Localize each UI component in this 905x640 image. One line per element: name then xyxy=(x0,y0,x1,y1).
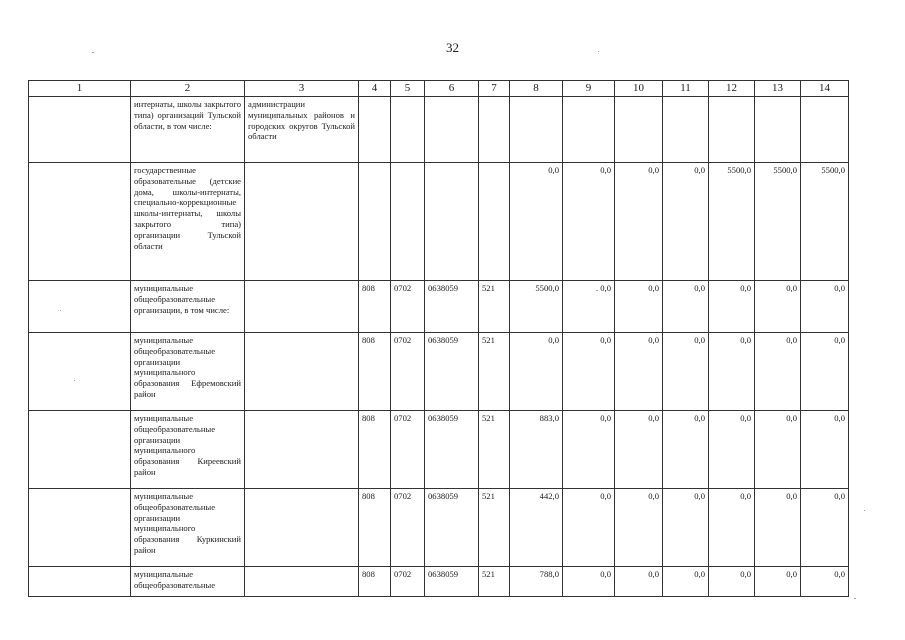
cell-value-13: 5500,0 xyxy=(755,163,801,281)
cell-name: муниципальные общеобразовательные организации муниципального образования Куркинский район xyxy=(131,489,245,567)
cell-admin xyxy=(245,489,359,567)
cell-code-5: 0702 xyxy=(391,333,425,411)
table-row xyxy=(29,163,849,281)
cell-value-8: 0,0 xyxy=(510,163,563,281)
table-row xyxy=(29,489,849,567)
table-row xyxy=(29,567,849,597)
column-header: 2 xyxy=(131,81,245,97)
cell-code-6: 0638059 xyxy=(425,567,479,597)
column-header: 1 xyxy=(29,81,131,97)
cell-admin xyxy=(245,567,359,597)
cell-name: интернаты, школы закрытого типа) организаций Тульской области, в том числе: xyxy=(131,97,245,163)
cell-value-8: 442,0 xyxy=(510,489,563,567)
cell-code-5: 0702 xyxy=(391,567,425,597)
cell-number xyxy=(29,281,131,333)
scan-speck xyxy=(598,51,599,52)
cell-value-11: 0,0 xyxy=(663,411,709,489)
table-row xyxy=(29,281,849,333)
column-header: 9 xyxy=(563,81,615,97)
budget-table xyxy=(28,80,849,597)
column-header: 3 xyxy=(245,81,359,97)
cell-value-14: 0,0 xyxy=(801,333,849,411)
cell-code-7: 521 xyxy=(479,567,510,597)
cell-value-10: 0,0 xyxy=(615,163,663,281)
scan-speck xyxy=(74,380,75,381)
column-header: 7 xyxy=(479,81,510,97)
cell-code-6: 0638059 xyxy=(425,333,479,411)
cell-code-7: 521 xyxy=(479,489,510,567)
cell-code-5 xyxy=(391,163,425,281)
cell-code-4: 808 xyxy=(359,489,391,567)
cell-value-9: 0,0 xyxy=(563,489,615,567)
cell-value-10: 0,0 xyxy=(615,567,663,597)
cell-value-12: 0,0 xyxy=(709,567,755,597)
cell-value-10: 0,0 xyxy=(615,489,663,567)
column-header: 14 xyxy=(801,81,849,97)
header-row xyxy=(29,81,849,97)
cell-code-7: 521 xyxy=(479,333,510,411)
scan-speck xyxy=(854,598,856,599)
cell-value-9: 0,0 xyxy=(563,333,615,411)
column-header: 6 xyxy=(425,81,479,97)
cell-admin xyxy=(245,281,359,333)
cell-code-7 xyxy=(479,97,510,163)
cell-value-13: 0,0 xyxy=(755,567,801,597)
cell-admin xyxy=(245,411,359,489)
table-row xyxy=(29,97,849,163)
cell-code-5 xyxy=(391,97,425,163)
cell-code-5: 0702 xyxy=(391,281,425,333)
cell-code-7: 521 xyxy=(479,411,510,489)
cell-code-6: 0638059 xyxy=(425,281,479,333)
cell-code-4 xyxy=(359,97,391,163)
cell-number xyxy=(29,567,131,597)
cell-name: муниципальные общеобразовательные организации, в том числе: xyxy=(131,281,245,333)
cell-value-9 xyxy=(563,97,615,163)
cell-value-12: 5500,0 xyxy=(709,163,755,281)
cell-value-14: 0,0 xyxy=(801,281,849,333)
cell-value-11: 0,0 xyxy=(663,163,709,281)
cell-value-14: 0,0 xyxy=(801,411,849,489)
cell-name: муниципальные общеобразовательные xyxy=(131,567,245,597)
cell-value-12: 0,0 xyxy=(709,489,755,567)
cell-value-8: 883,0 xyxy=(510,411,563,489)
page-number: 32 xyxy=(446,40,459,55)
cell-value-14: 0,0 xyxy=(801,489,849,567)
cell-number xyxy=(29,97,131,163)
cell-value-9: 0,0 xyxy=(563,411,615,489)
cell-admin xyxy=(245,163,359,281)
cell-name: муниципальные общеобразовательные организации муниципального образования Киреевский район xyxy=(131,411,245,489)
cell-value-13 xyxy=(755,97,801,163)
scan-speck xyxy=(864,510,865,511)
cell-name: муниципальные общеобразовательные организации муниципального образования Ефремовский район xyxy=(131,333,245,411)
cell-value-13: 0,0 xyxy=(755,333,801,411)
cell-number xyxy=(29,411,131,489)
cell-number xyxy=(29,489,131,567)
cell-value-11: 0,0 xyxy=(663,567,709,597)
cell-value-10 xyxy=(615,97,663,163)
cell-code-6 xyxy=(425,163,479,281)
cell-code-7: 521 xyxy=(479,281,510,333)
column-header: 5 xyxy=(391,81,425,97)
cell-code-4 xyxy=(359,163,391,281)
column-header: 13 xyxy=(755,81,801,97)
cell-code-4: 808 xyxy=(359,281,391,333)
scan-speck xyxy=(60,310,61,311)
cell-code-6 xyxy=(425,97,479,163)
column-header: 11 xyxy=(663,81,709,97)
cell-value-11: 0,0 xyxy=(663,489,709,567)
cell-code-4: 808 xyxy=(359,411,391,489)
cell-value-12: 0,0 xyxy=(709,281,755,333)
cell-value-9: 0,0 xyxy=(563,567,615,597)
cell-value-11: 0,0 xyxy=(663,333,709,411)
cell-name: государственные образовательные (детские дома, школы-интернаты, специально-коррекционные школы-интернаты, школы закрытого типа) организации Тульской области xyxy=(131,163,245,281)
cell-value-8: 788,0 xyxy=(510,567,563,597)
cell-code-7 xyxy=(479,163,510,281)
cell-code-4: 808 xyxy=(359,567,391,597)
cell-value-12: 0,0 xyxy=(709,333,755,411)
cell-code-6: 0638059 xyxy=(425,489,479,567)
cell-value-10: 0,0 xyxy=(615,411,663,489)
cell-value-13: 0,0 xyxy=(755,411,801,489)
cell-admin: администрации муниципальных районов и городских округов Тульской области xyxy=(245,97,359,163)
cell-value-10: 0,0 xyxy=(615,281,663,333)
cell-value-8 xyxy=(510,97,563,163)
cell-value-13: 0,0 xyxy=(755,281,801,333)
column-header: 8 xyxy=(510,81,563,97)
cell-value-8: 5500,0 xyxy=(510,281,563,333)
cell-code-6: 0638059 xyxy=(425,411,479,489)
cell-value-9: 0,0 xyxy=(563,163,615,281)
scan-speck xyxy=(92,52,94,53)
cell-code-5: 0702 xyxy=(391,489,425,567)
cell-value-14: 5500,0 xyxy=(801,163,849,281)
cell-value-11 xyxy=(663,97,709,163)
cell-value-12 xyxy=(709,97,755,163)
cell-value-14 xyxy=(801,97,849,163)
cell-value-10: 0,0 xyxy=(615,333,663,411)
cell-value-9: . 0,0 xyxy=(563,281,615,333)
cell-value-13: 0,0 xyxy=(755,489,801,567)
cell-value-8: 0,0 xyxy=(510,333,563,411)
cell-admin xyxy=(245,333,359,411)
cell-code-4: 808 xyxy=(359,333,391,411)
cell-value-11: 0,0 xyxy=(663,281,709,333)
cell-value-14: 0,0 xyxy=(801,567,849,597)
column-header: 4 xyxy=(359,81,391,97)
table-row xyxy=(29,411,849,489)
cell-code-5: 0702 xyxy=(391,411,425,489)
column-header: 10 xyxy=(615,81,663,97)
column-header: 12 xyxy=(709,81,755,97)
cell-number xyxy=(29,333,131,411)
cell-number xyxy=(29,163,131,281)
cell-value-12: 0,0 xyxy=(709,411,755,489)
table-row xyxy=(29,333,849,411)
